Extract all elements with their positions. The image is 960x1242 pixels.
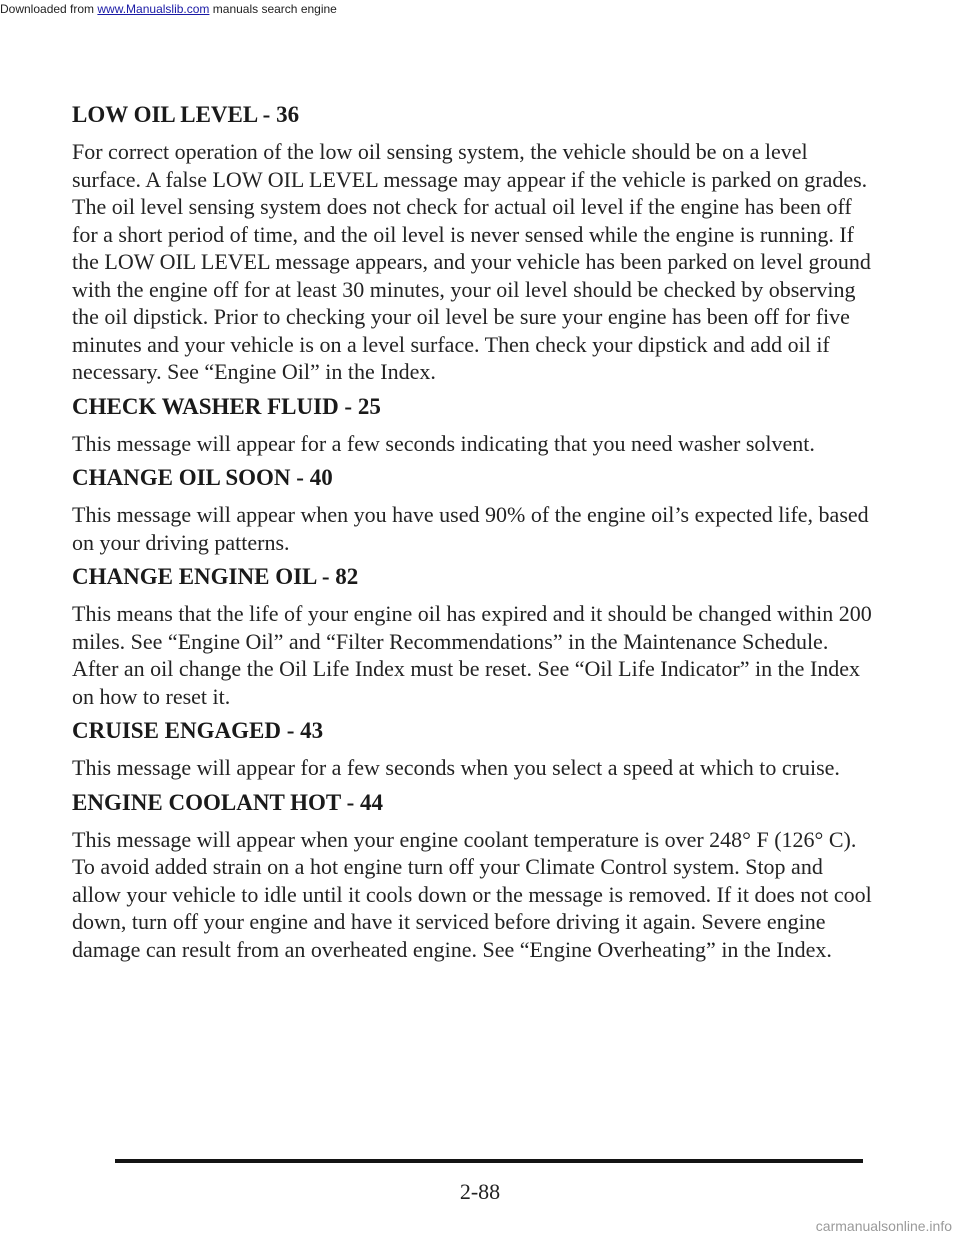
section-body: This message will appear when you have used 90% of the engine oil’s expected life, based on your driving patterns.	[72, 502, 869, 555]
section-low-oil-level	[72, 100, 872, 386]
section-check-washer-fluid	[72, 392, 872, 458]
section-heading: CRUISE ENGAGED - 43	[72, 718, 324, 743]
download-header	[0, 0, 337, 18]
manualslib-link[interactable]: www.Manualslib.com	[97, 2, 210, 16]
section-engine-coolant-hot	[72, 788, 872, 964]
section-cruise-engaged	[72, 716, 872, 782]
section-body: This message will appear when your engine coolant temperature is over 248° F (126° C). To avoid added strain on a hot engine turn off your Climate Control system. Stop and allow your vehicle to idle until it cools down or the message is removed. If it does not cool down, turn off your engine and have it serviced before driving it again. Severe engine damage can result from an overheated engine. See “Engine Overheating” in the Index.	[72, 826, 872, 962]
section-heading: CHANGE ENGINE OIL - 82	[72, 564, 359, 589]
section-heading: CHANGE OIL SOON - 40	[72, 465, 333, 490]
section-heading: CHECK WASHER FLUID - 25	[72, 393, 381, 419]
watermark: carmanualsonline.info	[815, 1218, 952, 1234]
header-prefix: Downloaded from	[0, 2, 98, 16]
section-heading: ENGINE COOLANT HOT - 44	[72, 789, 383, 815]
page-number: 2-88	[459, 1179, 501, 1204]
section-change-engine-oil	[72, 562, 872, 710]
section-heading: LOW OIL LEVEL - 36	[72, 102, 300, 127]
section-body: This message will appear for a few seconds when you select a speed at which to cruise.	[72, 755, 840, 780]
section-body: This means that the life of your engine oil has expired and it should be changed within 200 miles. See “Engine Oil” and “Filter Recommendations” in the Maintenance Schedule. After an oil change the Oil Life Index must be reset. See “Oil Life Indicator” in the Index on how to reset it.	[72, 601, 872, 709]
page-content	[72, 100, 872, 969]
footer-rule	[115, 1159, 863, 1163]
header-suffix: manuals search engine	[209, 2, 337, 16]
section-body: For correct operation of the low oil sensing system, the vehicle should be on a level surface. A false LOW OIL LEVEL message may appear if the vehicle is parked on grades. The oil level sensing system does not check for actual oil level if the engine has been off for a short period of time, and the oil level is never sensed while the engine is running. If the LOW OIL LEVEL message appears, and your vehicle has been parked on level ground with the engine off for at least 30 minutes, your oil level should be checked by observing the oil dipstick. Prior to checking your oil level be sure your engine has been off for five minutes and your vehicle is on a level surface. Then check your dipstick and add oil if necessary. See “Engine Oil” in the Index.	[72, 139, 871, 384]
section-change-oil-soon	[72, 463, 872, 556]
section-body: This message will appear for a few seconds indicating that you need washer solvent.	[72, 430, 815, 456]
